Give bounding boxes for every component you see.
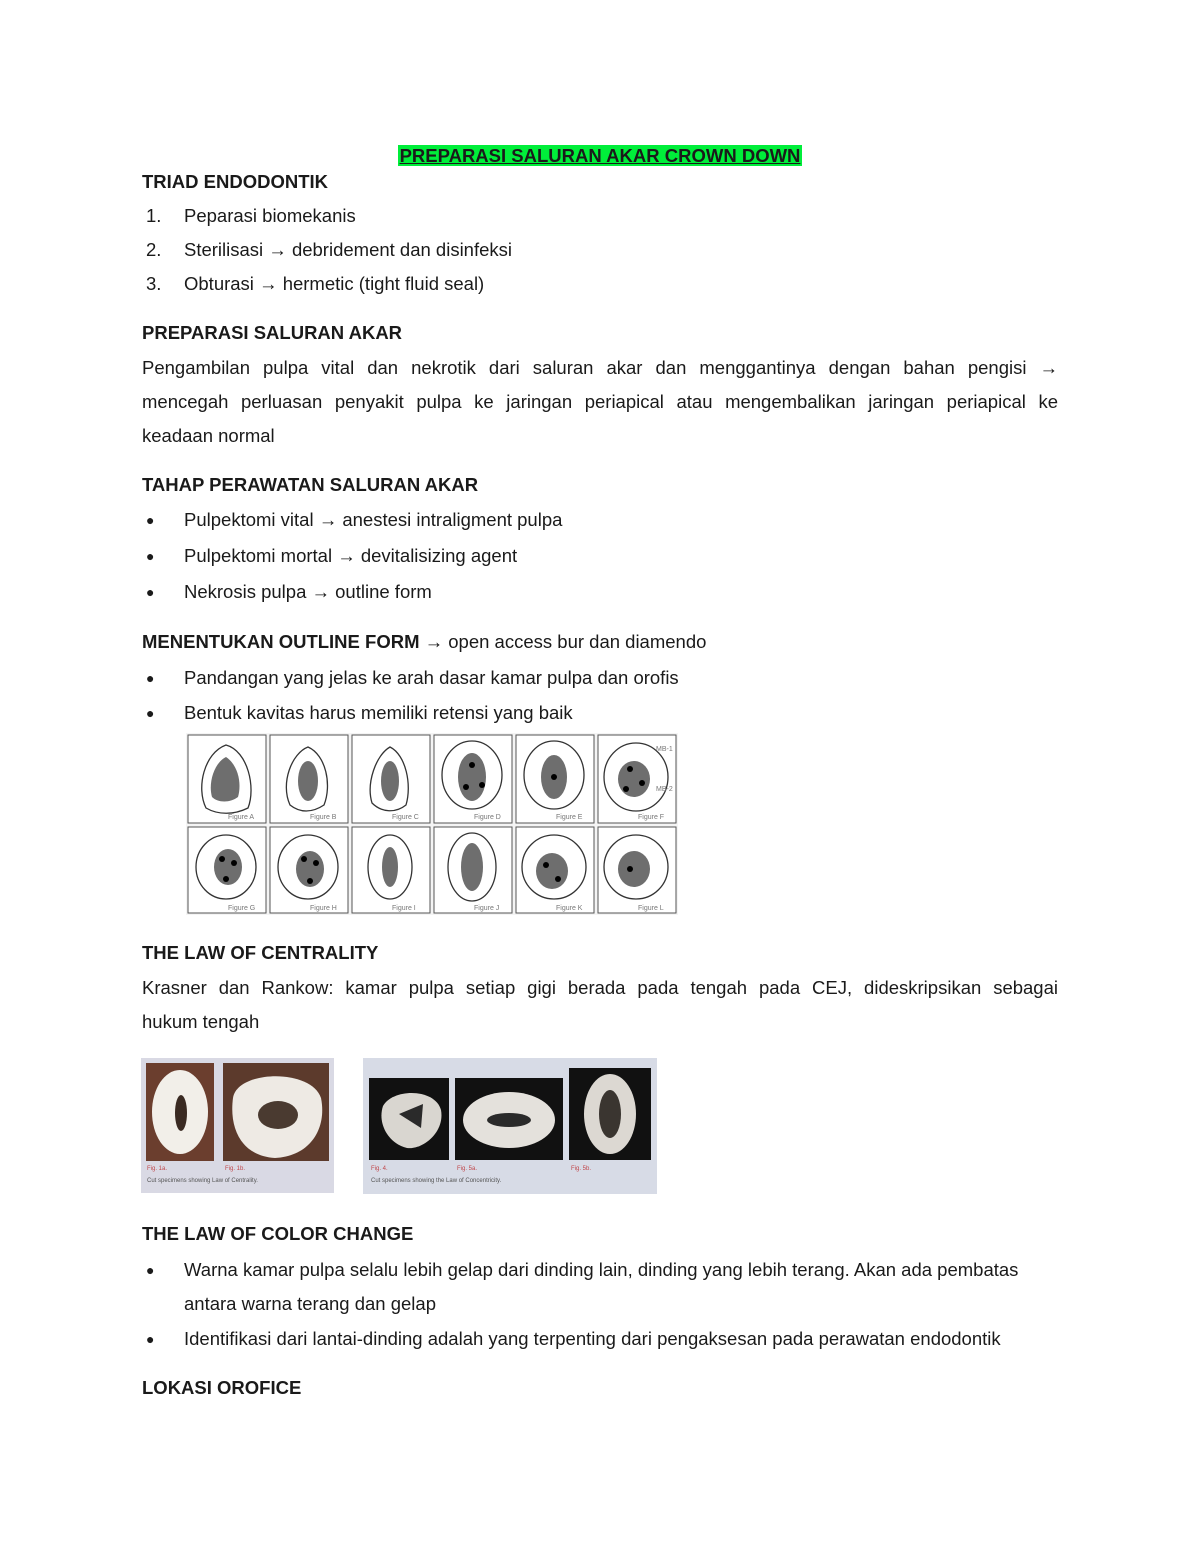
photo-label: Fig. 5a.: [457, 1166, 478, 1172]
bullet-icon: ●: [146, 584, 155, 600]
figure-label: Figure E: [556, 814, 583, 821]
canal-orifice: [313, 860, 319, 866]
list-item: Obturasi → hermetic (tight fluid seal): [184, 273, 485, 294]
list-item: Peparasi biomekanis: [184, 205, 356, 226]
canal-orifice: [219, 856, 225, 862]
figure-label: Figure H: [310, 905, 337, 912]
bullet-icon: ●: [146, 1262, 155, 1278]
photo-label: Fig. 1a.: [147, 1166, 168, 1172]
pulp-chamber: [618, 761, 650, 797]
figure-label: Figure K: [556, 905, 583, 912]
figure-side-label: MB-2: [656, 786, 673, 793]
heading-outline-form: MENENTUKAN OUTLINE FORM → open access bur dan diamendo: [142, 631, 707, 652]
pulp-chamber: [536, 853, 568, 889]
photo-caption: Cut specimens showing the Law of Concentricity.: [371, 1178, 502, 1184]
canal-orifice: [469, 762, 475, 768]
photo-label: Fig. 5b.: [571, 1166, 592, 1172]
paragraph-line: Krasner dan Rankow: kamar pulpa setiap gigi berada pada tengah pada CEJ, dideskripsikan sebagai: [142, 977, 1058, 998]
pulp-chamber: [458, 753, 486, 801]
canal-orifice: [639, 780, 645, 786]
heading-law-of-color-change: THE LAW OF COLOR CHANGE: [142, 1223, 414, 1244]
canal-orifice: [463, 784, 469, 790]
centrality-specimen-photo: [141, 1058, 334, 1193]
canal-orifice: [479, 782, 485, 788]
heading-triad-endodontik: TRIAD ENDODONTIK: [142, 171, 329, 192]
paragraph-line: mencegah perluasan penyakit pulpa ke jaringan periapical atau mengembalikan jaringan periapical ke: [142, 391, 1058, 412]
figure-label: Figure F: [638, 814, 665, 821]
bullet-icon: ●: [146, 705, 155, 721]
canal-orifice: [551, 774, 557, 780]
list-number: 1.: [146, 205, 162, 226]
list-number: 3.: [146, 273, 162, 294]
paragraph-line: keadaan normal: [142, 425, 275, 446]
pulp-chamber: [298, 761, 318, 801]
pulp-chamber: [381, 761, 399, 801]
paragraph-line: hukum tengah: [142, 1011, 260, 1032]
pulp-chamber: [599, 1090, 621, 1138]
heading-tahap-perawatan: TAHAP PERAWATAN SALURAN AKAR: [142, 474, 479, 495]
figure-label: Figure G: [228, 905, 256, 912]
figure-label: Figure D: [474, 814, 501, 821]
canal-orifice: [301, 856, 307, 862]
canal-orifice: [231, 860, 237, 866]
pulp-chamber: [382, 847, 398, 887]
list-item: Pulpektomi mortal → devitalisizing agent: [184, 545, 518, 566]
pulp-chamber: [258, 1101, 298, 1129]
heading-law-of-centrality: THE LAW OF CENTRALITY: [142, 942, 379, 963]
canal-orifice: [627, 866, 633, 872]
list-item: Sterilisasi → debridement dan disinfeksi: [184, 239, 513, 260]
list-item: Bentuk kavitas harus memiliki retensi yang baik: [184, 702, 573, 723]
list-item: Nekrosis pulpa → outline form: [184, 581, 432, 602]
canal-orifice: [627, 766, 633, 772]
canal-orifice: [307, 878, 313, 884]
figure-label: Figure B: [310, 814, 337, 821]
access-cavity-figure-grid: [186, 733, 678, 915]
concentricity-specimen-photo: [363, 1058, 657, 1194]
list-item: Pandangan yang jelas ke arah dasar kamar pulpa dan orofis: [184, 667, 679, 688]
list-item: Identifikasi dari lantai-dinding adalah yang terpenting dari pengaksesan pada perawatan endodontik: [184, 1328, 1001, 1349]
list-item: Pulpektomi vital → anestesi intraligment pulpa: [184, 509, 563, 530]
bullet-icon: ●: [146, 512, 155, 528]
document-title: PREPARASI SALURAN AKAR CROWN DOWN: [399, 145, 801, 166]
bullet-icon: ●: [146, 670, 155, 686]
bullet-icon: ●: [146, 548, 155, 564]
list-item-continuation: antara warna terang dan gelap: [184, 1293, 436, 1314]
figure-label: Figure I: [392, 905, 416, 912]
photo-label: Fig. 1b.: [225, 1166, 246, 1172]
figure-label: Figure A: [228, 814, 255, 821]
canal-orifice: [623, 786, 629, 792]
pulp-chamber: [461, 843, 483, 891]
canal-orifice: [555, 876, 561, 882]
pulp-chamber: [618, 851, 650, 887]
pulp-chamber: [175, 1095, 187, 1131]
bullet-icon: ●: [146, 1331, 155, 1347]
list-number: 2.: [146, 239, 162, 260]
photo-label: Fig. 4.: [371, 1166, 388, 1172]
figure-label: Figure L: [638, 905, 664, 912]
canal-orifice: [223, 876, 229, 882]
paragraph-line: Pengambilan pulpa vital dan nekrotik dari saluran akar dan menggantinya dengan bahan pengisi →: [142, 357, 1058, 378]
heading-lokasi-orofice: LOKASI OROFICE: [142, 1377, 302, 1398]
figure-label: Figure C: [392, 814, 419, 821]
pulp-chamber: [487, 1113, 531, 1127]
figure-side-label: MB-1: [656, 746, 673, 753]
canal-orifice: [543, 862, 549, 868]
figure-label: Figure J: [474, 905, 500, 912]
heading-preparasi-saluran-akar: PREPARASI SALURAN AKAR: [142, 322, 403, 343]
list-item: Warna kamar pulpa selalu lebih gelap dari dinding lain, dinding yang lebih terang. Akan ada pembatas: [184, 1259, 1019, 1280]
photo-caption: Cut specimens showing Law of Centrality.: [147, 1178, 258, 1184]
